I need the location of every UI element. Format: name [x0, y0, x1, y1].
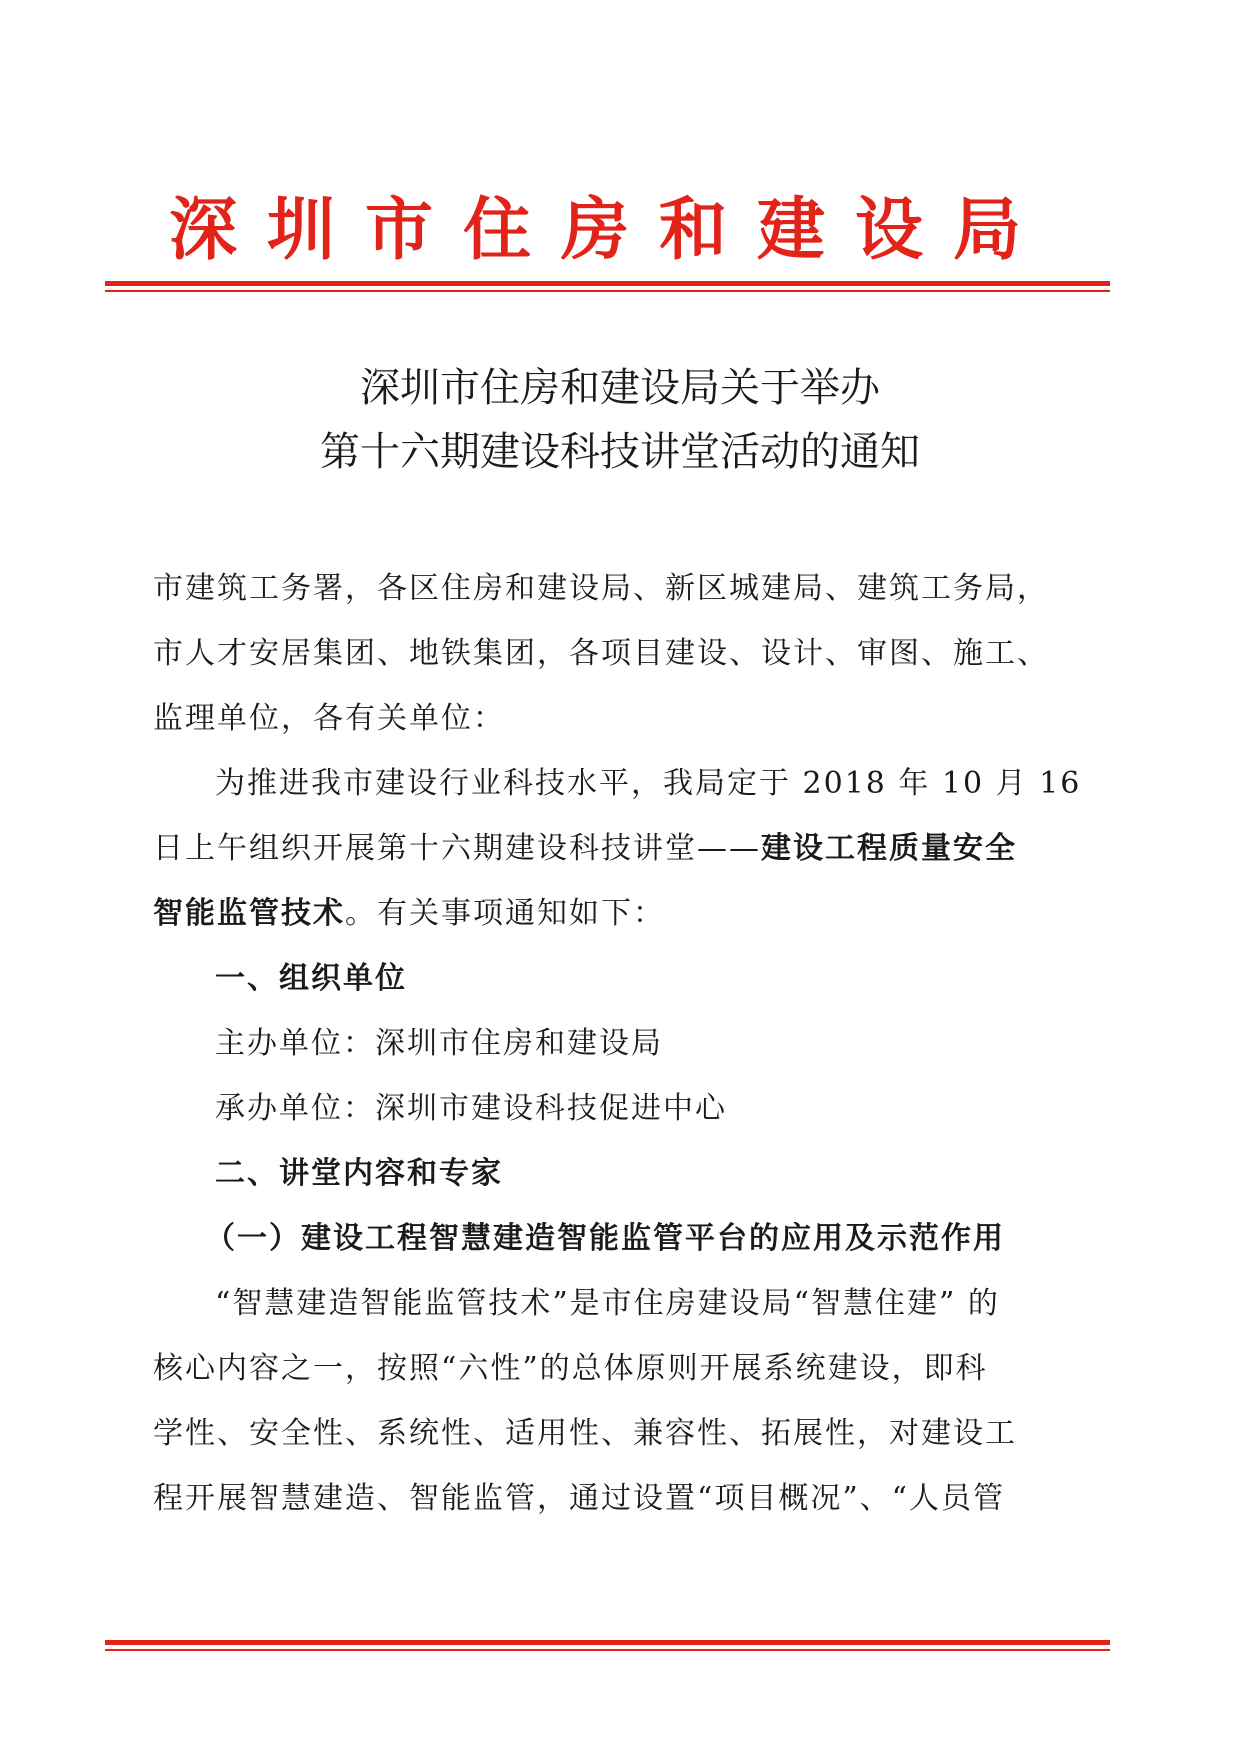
addressee-line-1: 市建筑工务署，各区住房和建设局、新区城建局、建筑工务局， — [153, 571, 1049, 606]
letterhead-org-name: 深圳市住房和建设局 — [168, 190, 1051, 270]
section-1-heading: 一、组织单位 — [215, 961, 407, 996]
title-line-1: 深圳市住房和建设局关于举办 — [360, 365, 880, 411]
title-line-2: 第十六期建设科技讲堂活动的通知 — [320, 429, 920, 475]
intro-line-1: 为推进我市建设行业科技水平，我局定于 2018 年 10 月 16 — [215, 766, 1082, 801]
section-2-para-line-1: “智慧建造智能监管技术”是市住房建设局“智慧住建” 的 — [215, 1286, 1000, 1321]
addressee-line-2: 市人才安居集团、地铁集团，各项目建设、设计、审图、施工、 — [153, 636, 1049, 671]
intro-line-2 — [153, 816, 1093, 881]
intro-line-2-plain: 日上午组织开展第十六期建设科技讲堂—— — [153, 831, 761, 866]
letterhead-rule-top — [105, 281, 1110, 292]
section-2-para-line-3: 学性、安全性、系统性、适用性、兼容性、拓展性，对建设工 — [153, 1416, 1017, 1451]
section-2-para-line-2: 核心内容之一，按照“六性”的总体原则开展系统建设，即科 — [153, 1351, 988, 1386]
host-unit: 主办单位：深圳市住房和建设局 — [215, 1026, 663, 1061]
footer-rule — [105, 1640, 1110, 1651]
section-2-heading: 二、讲堂内容和专家 — [215, 1156, 503, 1191]
section-2-subheading: （一）建设工程智慧建造智能监管平台的应用及示范作用 — [205, 1221, 1005, 1256]
intro-line-2-bold: 建设工程质量安全 — [761, 831, 1017, 866]
intro-line-3 — [153, 881, 1093, 946]
document-body — [153, 556, 1093, 1531]
intro-line-3-plain: 。有关事项通知如下： — [345, 896, 665, 931]
section-2-para-line-4: 程开展智慧建造、智能监管，通过设置“项目概况”、“人员管 — [153, 1481, 1006, 1516]
organizer-unit: 承办单位：深圳市建设科技促进中心 — [215, 1091, 727, 1126]
intro-line-3-bold: 智能监管技术 — [153, 896, 345, 931]
addressee-line-3: 监理单位，各有关单位： — [153, 701, 505, 736]
